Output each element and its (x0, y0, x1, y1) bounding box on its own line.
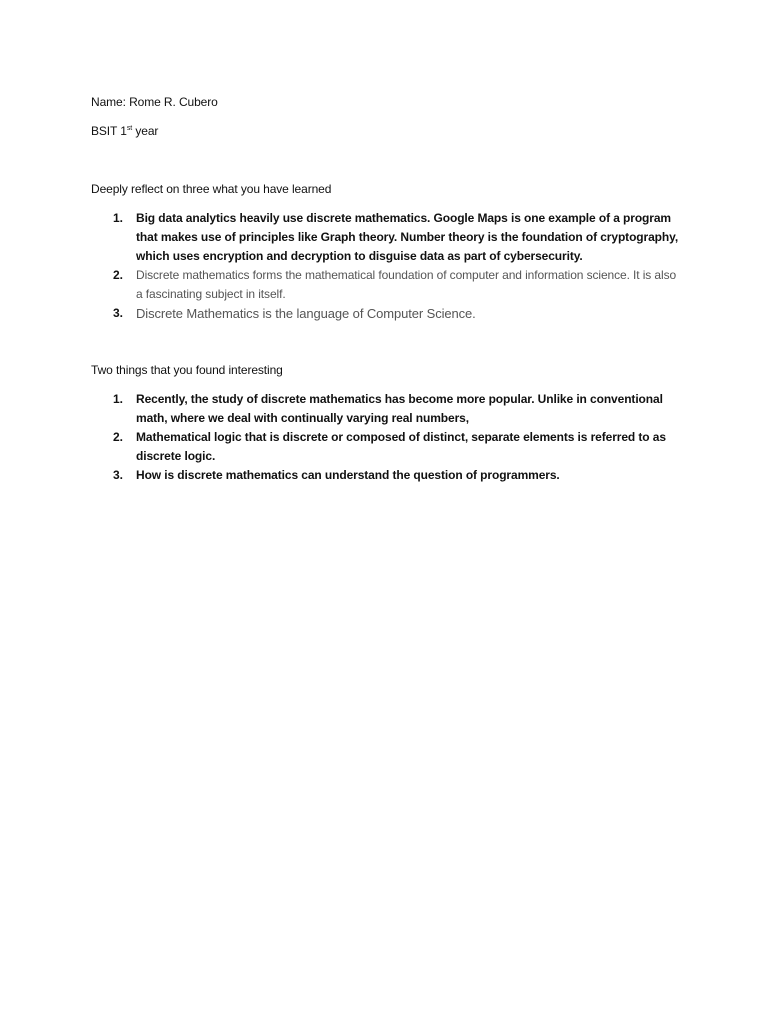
list-item (91, 304, 681, 323)
list-item (91, 266, 681, 304)
section-heading-interesting: Two things that you found interesting (91, 363, 283, 377)
course-suffix: year (132, 124, 159, 138)
list-text: Recently, the study of discrete mathematics has become more popular. Unlike in conventional math, where we deal with continually varying real numbers, (136, 392, 663, 425)
course-year (91, 123, 158, 139)
list-number: 1. (113, 392, 123, 406)
list-text: Mathematical logic that is discrete or composed of distinct, separate elements is referred to as discrete logic. (136, 430, 666, 463)
list-text: How is discrete mathematics can understand the question of programmers. (136, 468, 560, 482)
list-number: 3. (113, 468, 123, 482)
list-text: Discrete Mathematics is the language of Computer Science. (136, 306, 476, 321)
list-item (91, 466, 681, 485)
list-number: 3. (113, 306, 123, 320)
interesting-list (91, 390, 681, 485)
list-item (91, 209, 681, 266)
course-superscript: st (126, 125, 133, 132)
list-text: Discrete mathematics forms the mathematical foundation of computer and information science. It is also a fascinating subject in itself. (136, 268, 677, 301)
list-text: Big data analytics heavily use discrete mathematics. Google Maps is one example of a program that makes use of principles like Graph theory. Number theory is the foundation of cryptography, which uses encryption and decryption to disguise data as part of cybersecurity. (136, 211, 679, 263)
course-label: BSIT 1 (91, 124, 127, 138)
student-name: Name: Rome R. Cubero (91, 95, 218, 109)
list-number: 1. (113, 211, 123, 225)
learned-list (91, 209, 681, 323)
section-heading-learned: Deeply reflect on three what you have learned (91, 182, 332, 196)
list-item (91, 428, 681, 466)
list-number: 2. (113, 268, 123, 282)
list-number: 2. (113, 430, 123, 444)
list-item (91, 390, 681, 428)
